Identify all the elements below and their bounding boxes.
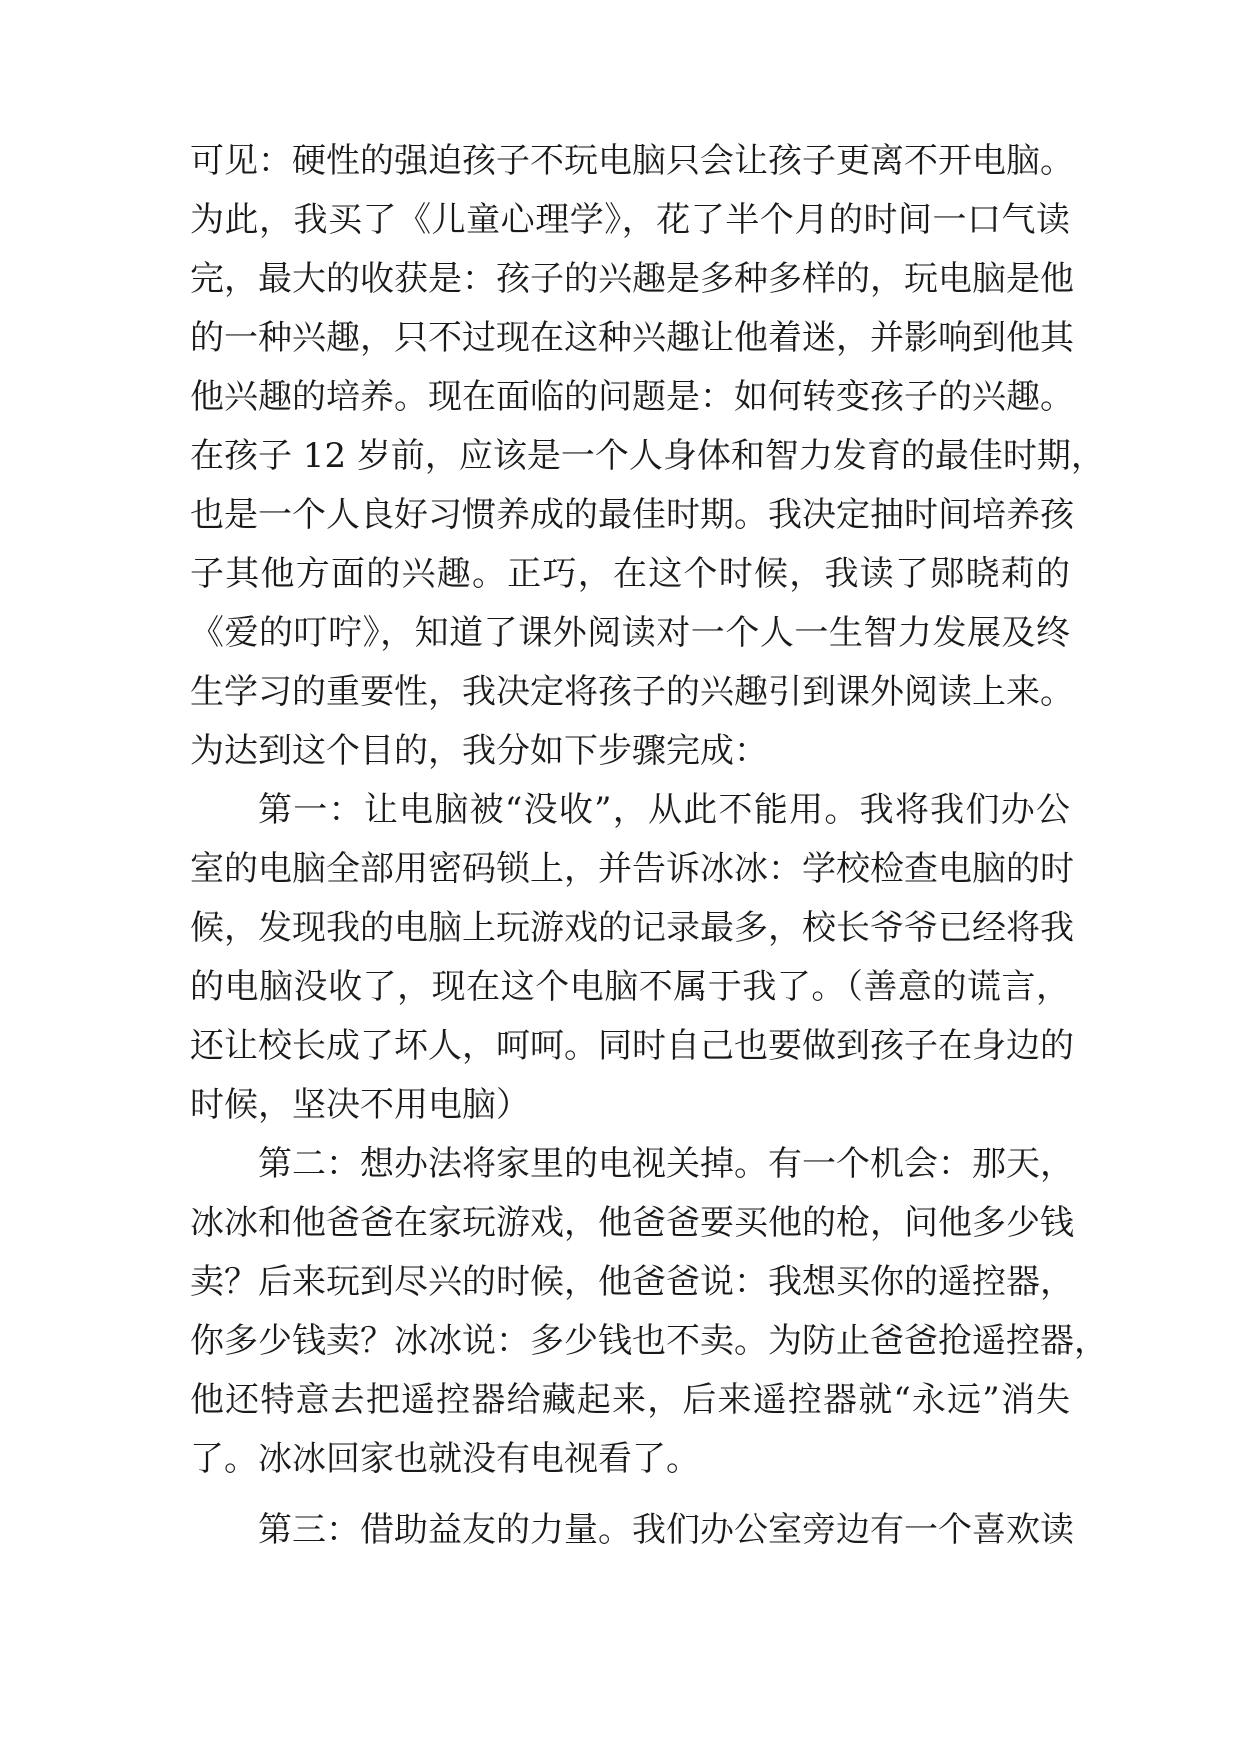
text-line: 为达到这个目的，我分如下步骤完成： (190, 731, 768, 771)
paragraph-first-line: 第一：让电脑被“没收”，从此不能用。我将我们办公 (258, 790, 1070, 830)
text-line: 完，最大的收获是：孩子的兴趣是多种多样的，玩电脑是他 (190, 259, 1074, 299)
text-line: 还让校长成了坏人，呵呵。同时自己也要做到孩子在身边的 (190, 1026, 1074, 1066)
text-line: 生学习的重要性，我决定将孩子的兴趣引到课外阅读上来。 (190, 672, 1074, 712)
text-line: 冰冰和他爸爸在家玩游戏，他爸爸要买他的枪，问他多少钱 (190, 1203, 1074, 1243)
text-line: 候，发现我的电脑上玩游戏的记录最多，校长爷爷已经将我 (190, 908, 1074, 948)
text-line: 你多少钱卖？冰冰说：多少钱也不卖。为防止爸爸抢遥控器， (190, 1321, 1108, 1361)
text-line: 他兴趣的培养。现在面临的问题是：如何转变孩子的兴趣。 (190, 377, 1074, 417)
paragraph-first-line: 第三：借助益友的力量。我们办公室旁边有一个喜欢读 (258, 1510, 1074, 1550)
text-line: 可见：硬性的强迫孩子不玩电脑只会让孩子更离不开电脑。 (190, 141, 1074, 181)
body-text (190, 132, 1108, 1560)
paragraph-first-line: 第二：想办法将家里的电视关掉。有一个机会：那天， (258, 1144, 1074, 1184)
text-line: 了。冰冰回家也就没有电视看了。 (190, 1439, 700, 1479)
text-line: 《爱的叮咛》，知道了课外阅读对一个人一生智力发展及终 (190, 613, 1070, 653)
text-line: 也是一个人良好习惯养成的最佳时期。我决定抽时间培养孩 (190, 495, 1074, 535)
text-line: 的一种兴趣，只不过现在这种兴趣让他着迷，并影响到他其 (190, 318, 1074, 358)
text-line: 子其他方面的兴趣。正巧，在这个时候，我读了郧晓莉的 (190, 554, 1070, 594)
text-line: 在孩子 12 岁前，应该是一个人身体和智力发育的最佳时期， (190, 436, 1105, 476)
text-line: 他还特意去把遥控器给藏起来，后来遥控器就“永远”消失 (190, 1380, 1070, 1420)
text-line: 为此，我买了《儿童心理学》，花了半个月的时间一口气读 (190, 200, 1070, 240)
text-line: 的电脑没收了，现在这个电脑不属于我了。（善意的谎言， (190, 967, 1070, 1007)
text-line: 室的电脑全部用密码锁上，并告诉冰冰：学校检查电脑的时 (190, 849, 1074, 889)
text-line: 卖？后来玩到尽兴的时候，他爸爸说：我想买你的遥控器， (190, 1262, 1074, 1302)
text-line: 时候，坚决不用电脑） (190, 1085, 530, 1125)
